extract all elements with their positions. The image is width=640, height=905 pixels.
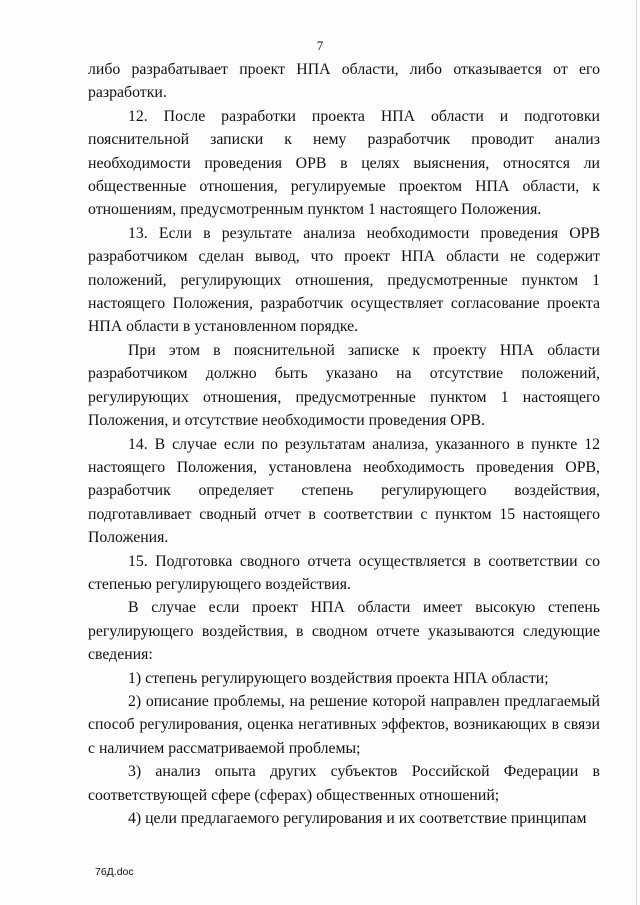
paragraph-item-15: 15. Подготовка сводного отчета осуществляется в соответствии со степенью регулирующего воздействия. <box>88 552 600 593</box>
page-number: 7 <box>316 38 324 53</box>
paragraph-explanatory-note: При этом в пояснительной записке к проекту НПА области разработчиком должно быть указано на отсутствие положений, регулирующих отношения, предусмотренные пунктом 1 настоящего Положения, и отсутствие необходимости проведения ОРВ. <box>88 341 600 430</box>
footer-filename: 76Д.doc <box>95 866 134 878</box>
list-item-1: 1) степень регулирующего воздействия проекта НПА области; <box>128 669 549 687</box>
paragraph-item-12: 12. После разработки проекта НПА области и подготовки пояснительной записки к нему разработчик проводит анализ необходимости проведения ОРВ в целях выяснения, относятся ли общественные отношения, регулируемые проектом НПА области, к отношениям, предусмотренным пунктом 1 настоящего Положения. <box>88 107 600 219</box>
page-edge-line <box>636 0 637 905</box>
list-item-4: 4) цели предлагаемого регулирования и их соответствие принципам <box>128 810 587 827</box>
paragraph-continuation: либо разрабатывает проект НПА области, либо отказывается от его разработки. <box>88 61 600 102</box>
paragraph-item-13: 13. Если в результате анализа необходимости проведения ОРВ разработчиком сделан вывод, что проект НПА области не содержит положений, регулирующих отношения, предусмотренные пунктом 1 настоящего Положения, разработчик осуществляет согласование проекта НПА области в установленном порядке. <box>88 224 600 336</box>
paragraph-high-degree: В случае если проект НПА области имеет высокую степень регулирующего воздействия, в сводном отчете указываются следующие сведения: <box>88 599 600 664</box>
document-body <box>88 58 600 830</box>
paragraph-item-14: 14. В случае если по результатам анализа, указанного в пункте 12 настоящего Положения, установлена необходимость проведения ОРВ, разработчик определяет степень регулирующего воздействия, подготавливает сводный отчет в соответствии с пунктом 15 настоящего Положения. <box>88 435 600 547</box>
list-item-2: 2) описание проблемы, на решение которой направлен предлагаемый способ регулирования, оценка негативных эффектов, возникающих в связи с наличием рассматриваемой проблемы; <box>88 692 600 757</box>
list-item-3: 3) анализ опыта других субъектов Российской Федерации в соответствующей сфере (сферах) общественных отношений; <box>88 763 600 804</box>
